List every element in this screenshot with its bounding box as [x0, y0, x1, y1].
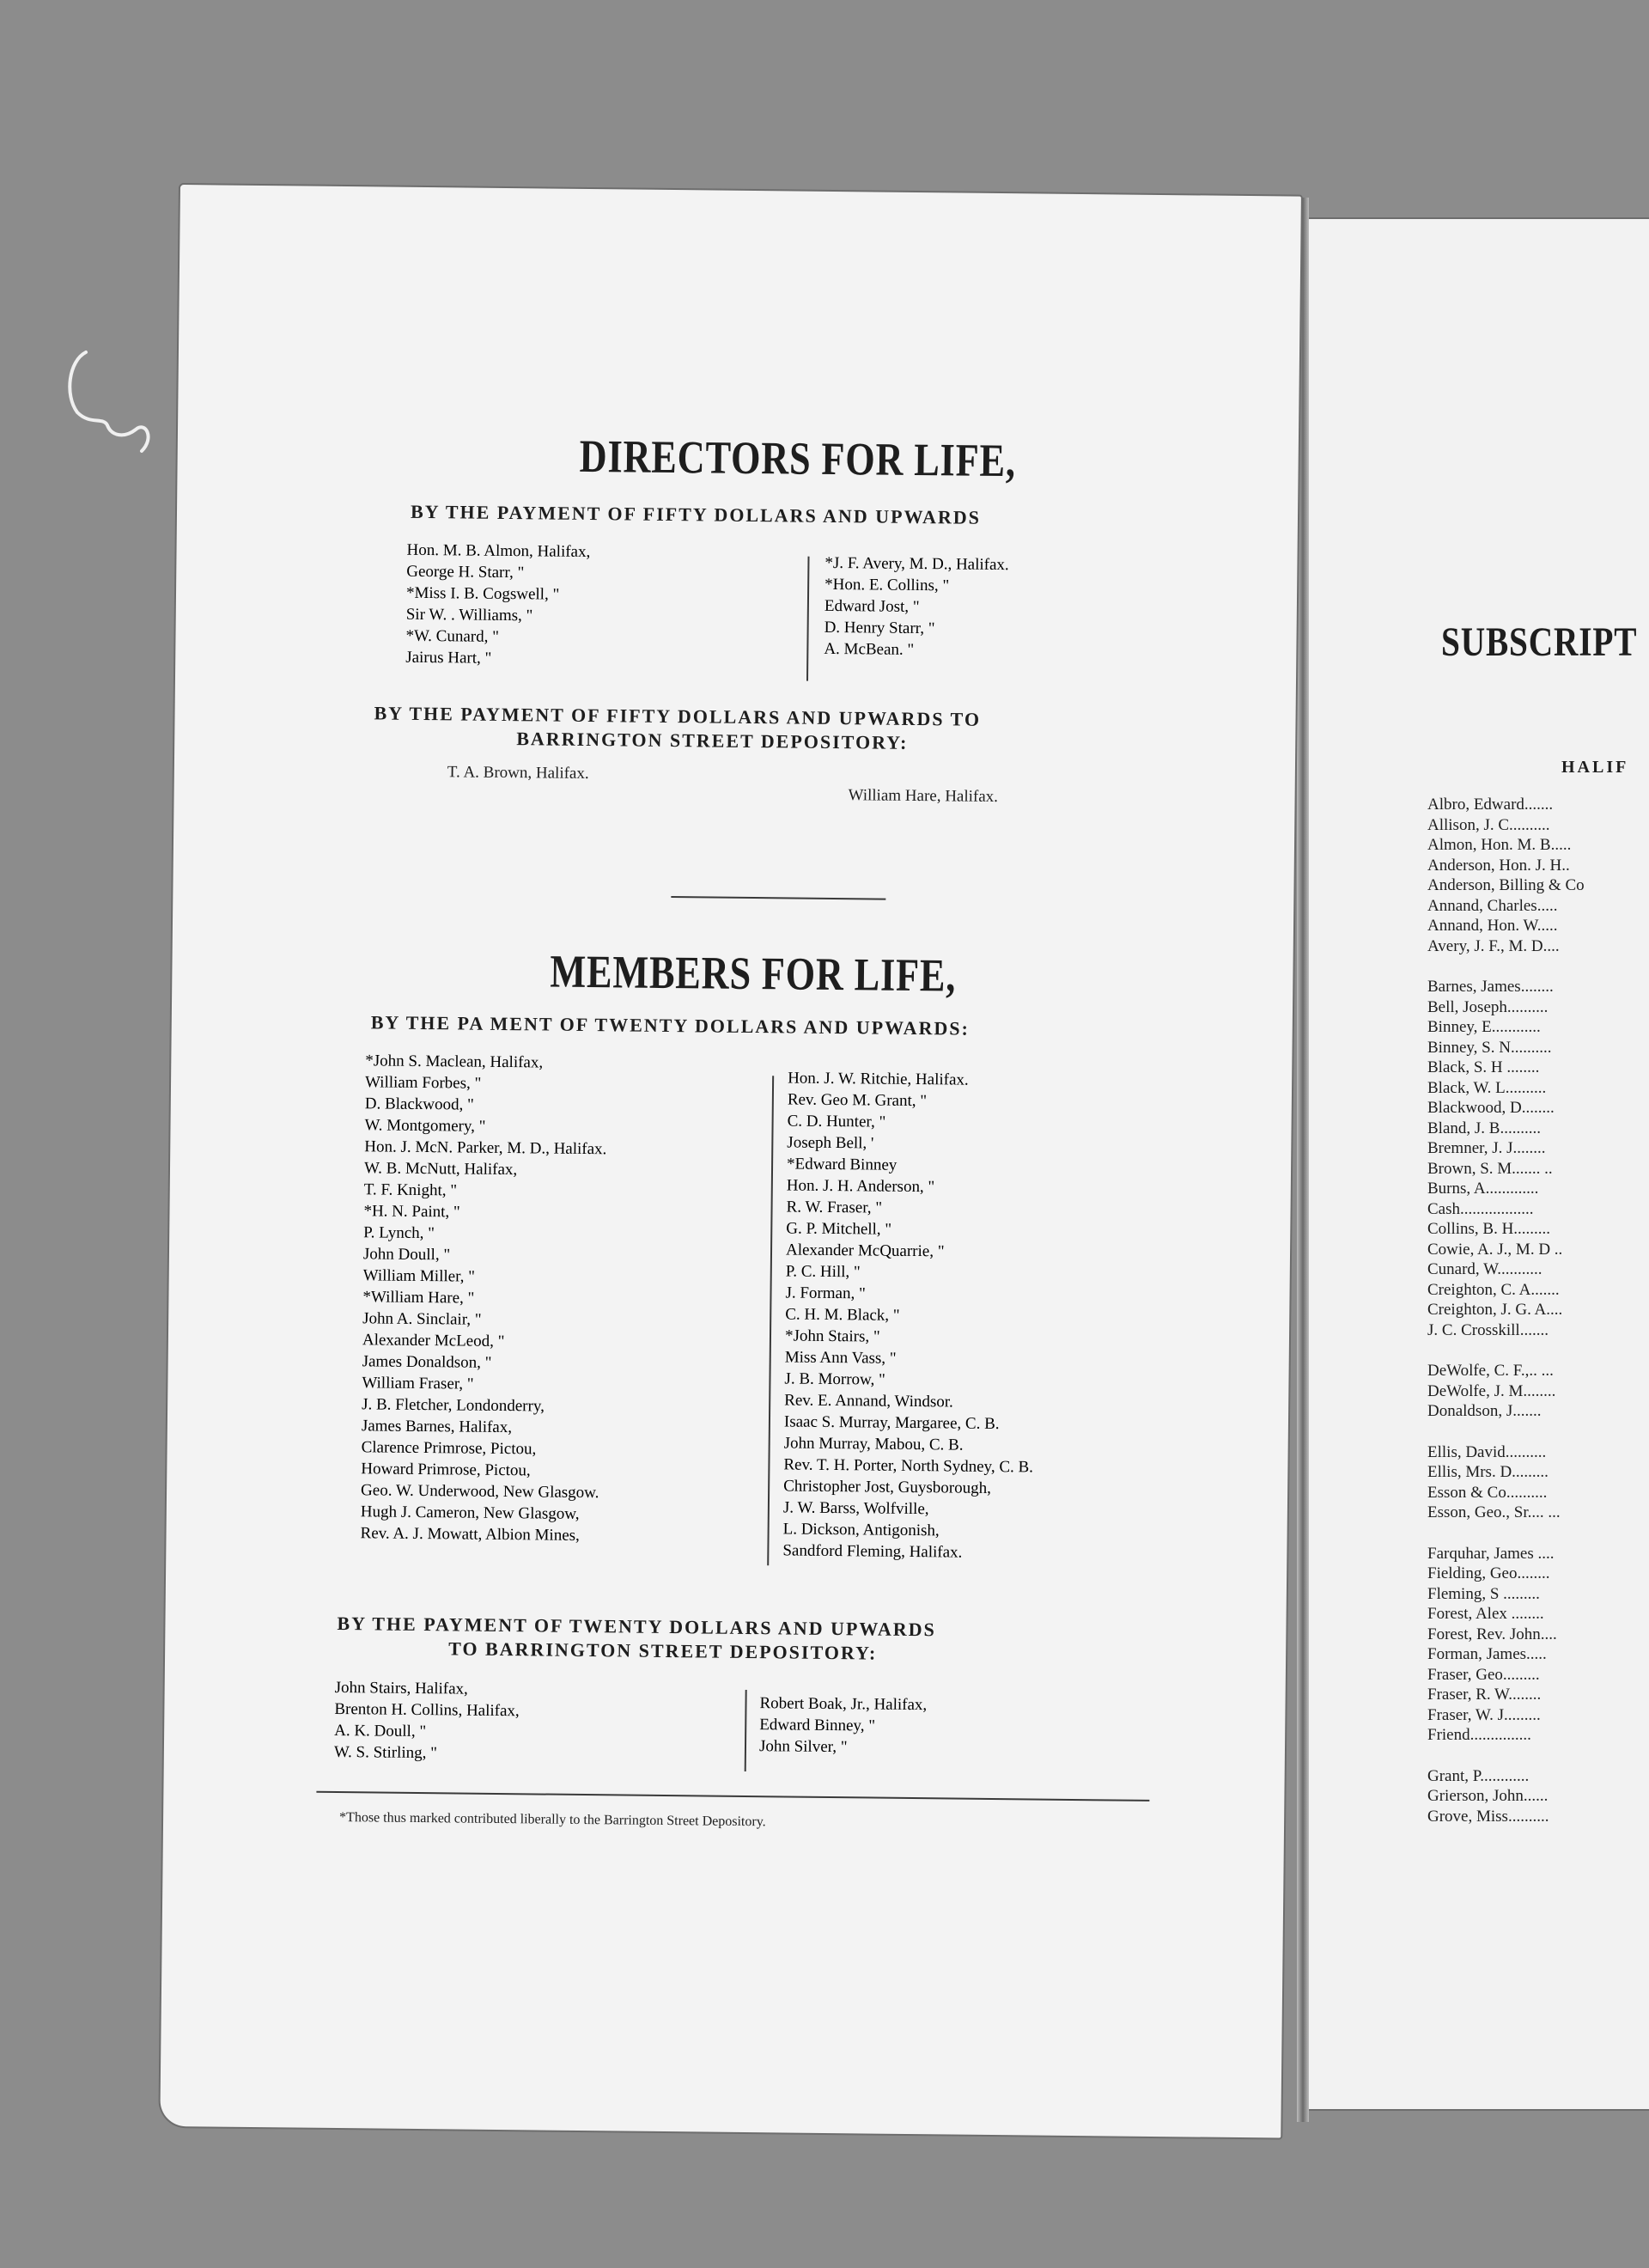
list-item: Hugh J. Cameron, New Glasgow, — [360, 1503, 580, 1523]
list-item: William Fraser, " — [362, 1374, 474, 1393]
list-item: *Miss I. B. Cogswell, " — [405, 583, 560, 604]
list-item: Creighton, J. G. A.... — [1427, 1301, 1563, 1319]
list-item: Fraser, R. W........ — [1427, 1686, 1542, 1704]
list-item: Forest, Alex ........ — [1427, 1605, 1544, 1623]
index-group-e — [1427, 1442, 1649, 1523]
list-item: James Donaldson, " — [362, 1352, 492, 1372]
list-item: C. H. M. Black, " — [785, 1305, 900, 1325]
list-item: Donaldson, J....... — [1427, 1402, 1542, 1420]
list-item: John Silver, " — [758, 1737, 848, 1757]
list-item: Forest, Rev. John.... — [1427, 1625, 1557, 1643]
list-item: D. Henry Starr, " — [824, 618, 935, 638]
list-item: William Forbes, " — [364, 1073, 482, 1093]
list-item: *W. Cunard, " — [405, 626, 500, 646]
list-item: Hon. J. McN. Parker, M. D., Halifax. — [364, 1137, 607, 1159]
list-item: G. P. Mitchell, " — [786, 1219, 892, 1239]
right-page-title: SUBSCRIPT — [1441, 619, 1638, 665]
directors-depository-subtitle: BY THE PAYMENT OF FIFTY DOLLARS AND UPWARDS TO — [374, 702, 982, 730]
list-item: Alexander McLeod, " — [362, 1331, 505, 1351]
list-item: Cunard, W........... — [1427, 1260, 1543, 1278]
list-item: Fleming, S ......... — [1427, 1584, 1540, 1603]
list-item: Rev. A. J. Mowatt, Albion Mines, — [360, 1524, 580, 1545]
list-item: W. B. McNutt, Halifax, — [363, 1159, 518, 1180]
list-item: P. C. Hill, " — [785, 1262, 861, 1282]
list-item: Edward Jost, " — [824, 596, 920, 617]
list-item: Friend............... — [1427, 1726, 1531, 1744]
list-item: John A. Sinclair, " — [362, 1309, 482, 1329]
depository-members-right-column — [759, 1692, 1121, 1760]
list-item: Alexander McQuarrie, " — [785, 1241, 945, 1261]
section-divider — [671, 896, 885, 900]
list-item: J. C. Crosskill....... — [1427, 1320, 1549, 1339]
list-item: John Stairs, Halifax, — [334, 1678, 468, 1698]
list-item: Hon. J. H. Anderson, " — [786, 1176, 935, 1197]
list-item: *J. F. Avery, M. D., Halifax. — [824, 553, 1009, 575]
list-item: Fielding, Geo........ — [1427, 1564, 1550, 1582]
list-item: Robert Boak, Jr., Halifax, — [759, 1694, 928, 1715]
list-item: *Hon. E. Collins, " — [824, 575, 950, 595]
list-item: T. F. Knight, " — [363, 1180, 458, 1200]
directors-left-column — [405, 540, 673, 671]
list-item: Black, S. H ........ — [1427, 1058, 1540, 1076]
book-spine — [1297, 198, 1309, 2122]
list-item: Ellis, Mrs. D......... — [1427, 1463, 1549, 1481]
list-item: DeWolfe, J. M........ — [1427, 1381, 1556, 1400]
depository-members-left-column — [334, 1677, 696, 1766]
list-item: Brown, S. M....... .. — [1427, 1159, 1553, 1178]
list-item: L. Dickson, Antigonish, — [782, 1520, 940, 1540]
list-item: Hon. J. W. Ritchie, Halifax. — [788, 1069, 969, 1089]
directors-depository-subtitle-2: BARRINGTON STREET DEPOSITORY: — [516, 728, 909, 753]
footnote: *Those thus marked contributed liberally to the Barrington Street Depository. — [339, 1810, 766, 1830]
list-item: *William Hare, " — [362, 1288, 475, 1308]
members-right-column — [782, 1067, 1269, 1566]
list-item: Isaac S. Murray, Margaree, C. B. — [783, 1412, 1000, 1434]
list-item: Anderson, Hon. J. H.. — [1427, 856, 1570, 875]
list-item: James Barnes, Halifax, — [361, 1417, 513, 1437]
directors-right-column — [824, 552, 1228, 664]
members-title: MEMBERS FOR LIFE, — [550, 945, 957, 1002]
list-item: Fraser, Geo......... — [1427, 1665, 1540, 1684]
list-item: George H. Starr, " — [406, 562, 525, 582]
depository-director-left: T. A. Brown, Halifax. — [447, 763, 589, 783]
list-item: J. B. Morrow, " — [784, 1369, 885, 1389]
list-item: W. S. Stirling, " — [333, 1742, 438, 1763]
index-group-g — [1427, 1766, 1649, 1827]
list-item: Barnes, James........ — [1427, 978, 1554, 996]
list-item: John Doull, " — [362, 1245, 451, 1265]
directors-title: DIRECTORS FOR LIFE, — [579, 430, 1017, 487]
directors-subtitle: BY THE PAYMENT OF FIFTY DOLLARS AND UPWARDS — [410, 500, 982, 528]
list-item: C. D. Hunter, " — [787, 1112, 886, 1131]
members-depository-subtitle-2: TO BARRINGTON STREET DEPOSITORY: — [448, 1637, 878, 1664]
column-divider — [745, 1690, 747, 1771]
list-item: J. B. Fletcher, Londonderry, — [362, 1395, 545, 1416]
list-item: Grierson, John...... — [1427, 1787, 1549, 1805]
list-item: *H. N. Paint, " — [363, 1202, 460, 1222]
list-item: J. W. Barss, Wolfville, — [782, 1498, 929, 1519]
column-divider — [806, 557, 810, 681]
list-item: Esson, Geo., Sr.... ... — [1427, 1503, 1561, 1521]
list-item: William Miller, " — [362, 1266, 476, 1286]
list-item: Cash.................. — [1427, 1199, 1534, 1218]
left-page — [160, 185, 1301, 2138]
list-item: D. Blackwood, " — [364, 1094, 474, 1114]
subscription-index — [1427, 795, 1649, 1826]
members-depository-subtitle: BY THE PAYMENT OF TWENTY DOLLARS AND UPWARDS — [337, 1613, 936, 1641]
list-item: Sir W. . Williams, " — [405, 605, 533, 625]
members-subtitle: BY THE PA MENT OF TWENTY DOLLARS AND UPWARDS: — [370, 1011, 971, 1040]
list-item: Esson & Co.......... — [1427, 1483, 1548, 1502]
list-item: A. McBean. " — [824, 639, 915, 659]
list-item: Grant, P............ — [1427, 1766, 1530, 1785]
list-item: J. Forman, " — [785, 1283, 866, 1303]
pencil-scrawl-mark — [60, 335, 180, 472]
list-item: Miss Ann Vass, " — [784, 1348, 897, 1368]
list-item: DeWolfe, C. F.,.. ... — [1427, 1362, 1554, 1380]
list-item: Geo. W. Underwood, New Glasgow. — [360, 1481, 599, 1503]
list-item: Blackwood, D........ — [1427, 1099, 1555, 1117]
right-page-subtitle: HALIF — [1561, 758, 1629, 777]
index-group-b-c-j — [1427, 977, 1649, 1340]
list-item: Bland, J. B.......... — [1427, 1119, 1541, 1137]
list-item: Rev. Geo M. Grant, " — [787, 1090, 928, 1111]
members-left-column — [360, 1050, 777, 1548]
index-group-d — [1427, 1361, 1649, 1422]
list-item: Brenton H. Collins, Halifax, — [334, 1699, 520, 1721]
list-item: Ellis, David.......... — [1427, 1442, 1547, 1461]
list-item: Annand, Hon. W..... — [1427, 917, 1558, 935]
list-item: Sandford Fleming, Halifax. — [782, 1541, 963, 1562]
list-item: Clarence Primrose, Pictou, — [361, 1438, 537, 1459]
list-item: P. Lynch, " — [363, 1223, 435, 1243]
list-item: Howard Primrose, Pictou, — [361, 1460, 531, 1480]
list-item: John Murray, Mabou, C. B. — [783, 1434, 964, 1454]
list-item: A. K. Doull, " — [334, 1721, 427, 1741]
list-item: *Edward Binney — [786, 1155, 898, 1174]
footnote-rule — [316, 1791, 1149, 1802]
index-group-a — [1427, 795, 1649, 956]
list-item: Rev. T. H. Porter, North Sydney, C. B. — [783, 1455, 1034, 1477]
index-group-f — [1427, 1544, 1649, 1746]
list-item: Christopher Jost, Guysborough, — [783, 1477, 992, 1497]
list-item: Collins, B. H......... — [1427, 1220, 1551, 1238]
list-item: Avery, J. F., M. D.... — [1427, 936, 1560, 955]
list-item: Allison, J. C.......... — [1427, 815, 1550, 834]
list-item: Edward Binney, " — [759, 1716, 876, 1735]
list-item: *John Stairs, " — [784, 1326, 880, 1346]
list-item: Anderson, Billing & Co — [1427, 876, 1585, 894]
list-item: Jairus Hart, " — [405, 648, 492, 668]
depository-director-right: William Hare, Halifax. — [848, 786, 999, 807]
list-item: Forman, James..... — [1427, 1645, 1547, 1663]
list-item: Rev. E. Annand, Windsor. — [784, 1391, 953, 1411]
list-item: Hon. M. B. Almon, Halifax, — [406, 540, 591, 562]
list-item: Bell, Joseph.......... — [1427, 997, 1549, 1016]
list-item: Almon, Hon. M. B..... — [1427, 836, 1572, 854]
list-item: Grove, Miss.......... — [1427, 1807, 1549, 1826]
list-item: Farquhar, James .... — [1427, 1544, 1555, 1563]
list-item: Fraser, W. J......... — [1427, 1705, 1541, 1724]
list-item: Black, W. L.......... — [1427, 1078, 1547, 1097]
list-item: Albro, Edward....... — [1427, 796, 1554, 814]
list-item: *John S. Maclean, Halifax, — [365, 1052, 544, 1072]
list-item: Burns, A............. — [1427, 1180, 1539, 1198]
list-item: R. W. Fraser, " — [786, 1198, 883, 1217]
list-item: Binney, S. N.......... — [1427, 1038, 1552, 1057]
list-item: Creighton, C. A....... — [1427, 1280, 1560, 1299]
list-item: Bremner, J. J........ — [1427, 1139, 1546, 1157]
list-item: Joseph Bell, ' — [787, 1133, 874, 1153]
list-item: W. Montgomery, " — [364, 1116, 486, 1136]
list-item: Binney, E............ — [1427, 1018, 1541, 1036]
list-item: Annand, Charles..... — [1427, 896, 1558, 915]
list-item: Cowie, A. J., M. D .. — [1427, 1240, 1563, 1259]
